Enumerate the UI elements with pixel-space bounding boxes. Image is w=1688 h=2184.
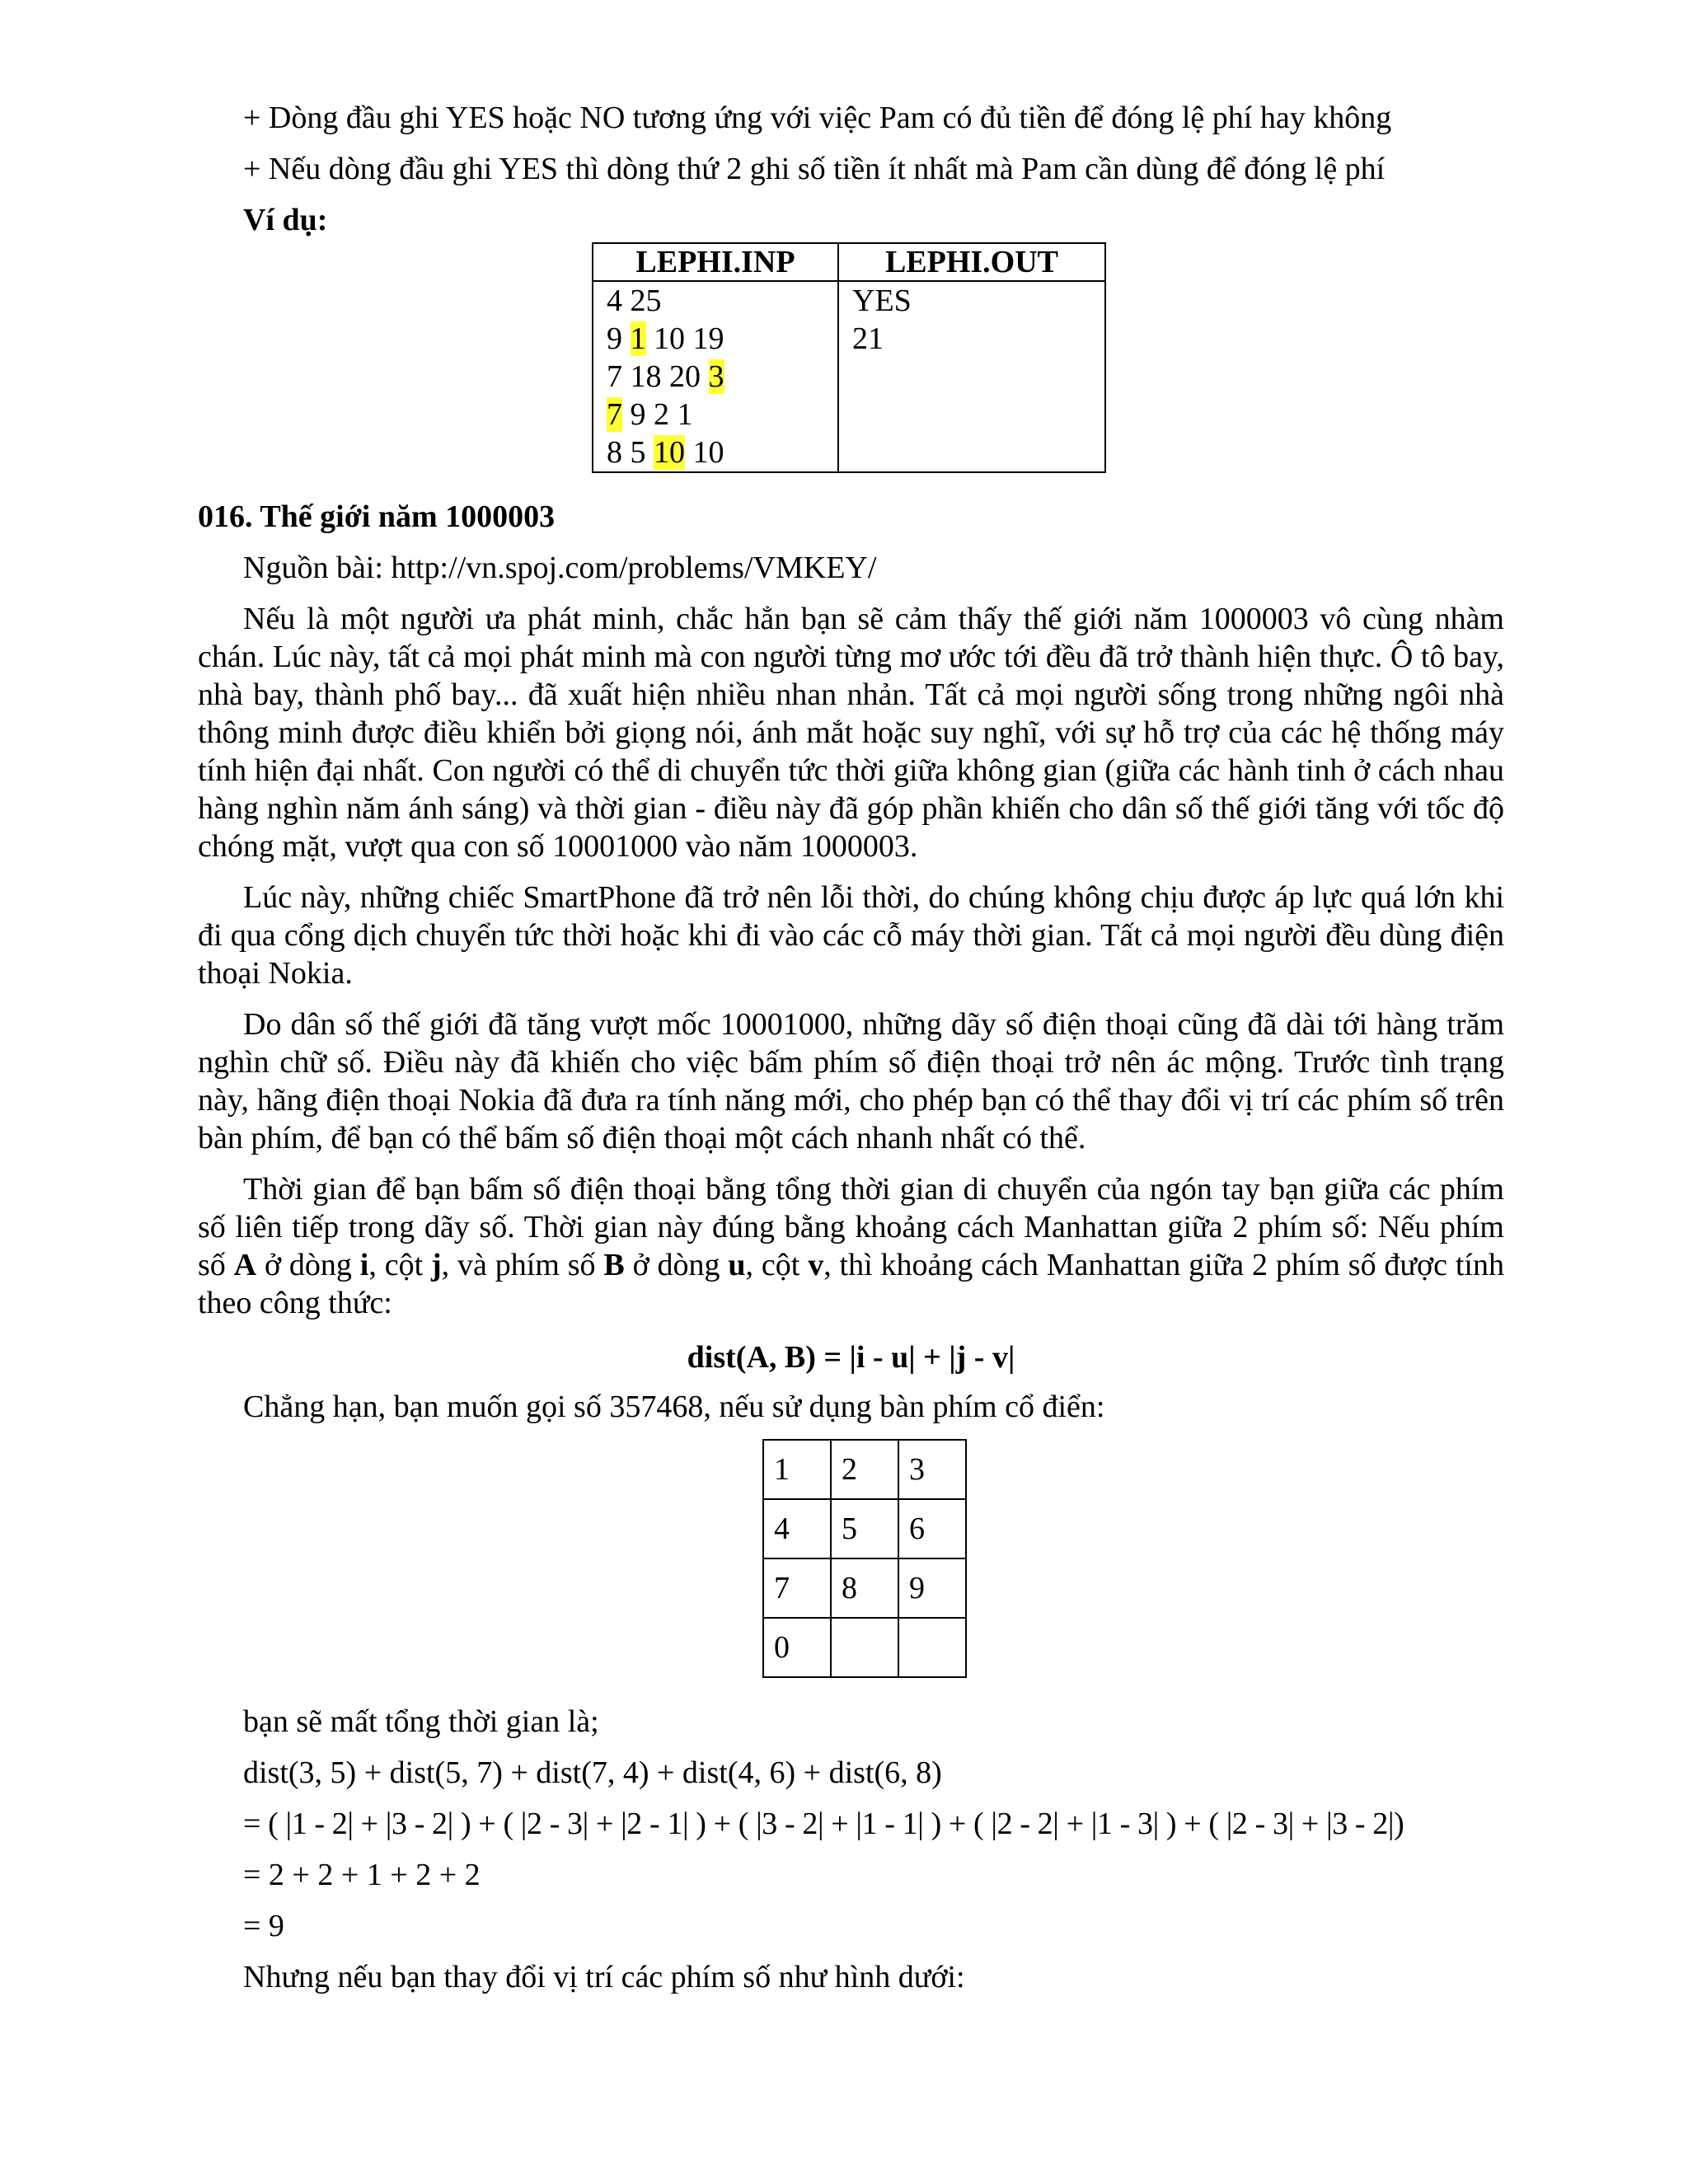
keypad-key: 3: [898, 1440, 966, 1499]
highlighted-value: 10: [654, 435, 685, 470]
highlighted-value: 7: [607, 397, 622, 432]
p4-text: , và phím số: [441, 1248, 604, 1282]
p4-text: , cột: [745, 1248, 809, 1282]
p4-var-i: i: [359, 1248, 369, 1282]
keypad-key: 5: [831, 1499, 898, 1558]
paragraph-3: Do dân số thế giới đã tăng vượt mốc 10001000, những dãy số điện thoại cũng đã dài tới hàng trăm nghìn chữ số. Điều này đã khiến cho việc bấm phím số điện thoại trở nên ác mộng. Trước tình trạng này, hãng điện thoại Nokia đã đưa ra tính năng mới, cho phép bạn có thể thay đổi vị trí các phím số trên bàn phím, để bạn có thể bấm số điện thoại một cách nhanh nhất có thể.: [198, 1007, 1504, 1155]
keypad-key: 4: [763, 1499, 831, 1558]
input-value: 9: [607, 321, 631, 356]
p4-var-v: v: [808, 1248, 824, 1282]
example-output-line: YES: [852, 284, 912, 318]
highlighted-value: 1: [630, 321, 646, 356]
example-input-line: [607, 396, 824, 434]
example-output-cell: [838, 281, 1105, 472]
input-value: 4 25: [607, 284, 662, 318]
input-value: 10: [685, 435, 724, 470]
p4-var-b: B: [603, 1248, 625, 1282]
example-header-input: LEPHI.INP: [593, 243, 838, 281]
calc-line-1: dist(3, 5) + dist(5, 7) + dist(7, 4) + dist(4, 6) + dist(6, 8): [243, 1755, 942, 1790]
input-value: 9 2 1: [622, 397, 693, 432]
keypad-key: 0: [763, 1618, 831, 1677]
p4-var-u: u: [728, 1248, 746, 1282]
calc-line-2: = ( |1 - 2| + |3 - 2| ) + ( |2 - 3| + |2 - 1| ) + ( |3 - 2| + |1 - 1| ) + ( |2 - 2| + |1 - 3| ) + ( |2 - 3| + |3 - 2|): [243, 1807, 1404, 1841]
classic-keypad: [762, 1439, 967, 1678]
intro-line-2: + Nếu dòng đầu ghi YES thì dòng thứ 2 ghi số tiền ít nhất mà Pam cần dùng để đóng lệ phí: [243, 152, 1386, 186]
keypad-key: 9: [898, 1558, 966, 1618]
distance-formula: dist(A, B) = |i - u| + |j - v|: [687, 1340, 1015, 1375]
keypad-key: 6: [898, 1499, 966, 1558]
example-output-line: 21: [852, 321, 884, 356]
keypad-key: 2: [831, 1440, 898, 1499]
example-label: Ví dụ:: [243, 203, 328, 237]
example-input-line: [607, 320, 824, 358]
keypad-key: 1: [763, 1440, 831, 1499]
p4-var-a: A: [233, 1248, 257, 1282]
input-value: 10 19: [645, 321, 724, 356]
p4-var-j: j: [431, 1248, 442, 1282]
example-input-cell: [593, 281, 838, 472]
example-call-line: Chẳng hạn, bạn muốn gọi số 357468, nếu sử dụng bàn phím cổ điển:: [243, 1390, 1105, 1424]
keypad-row: [763, 1558, 966, 1618]
input-value: 7 18 20: [607, 359, 709, 394]
keypad-key: 8: [831, 1558, 898, 1618]
paragraph-1: Nếu là một người ưa phát minh, chắc hẳn bạn sẽ cảm thấy thế giới năm 1000003 vô cùng nhàm chán. Lúc này, tất cả mọi phát minh mà con người từng mơ ước tới đều đã trở thành hiện thực. Ô tô bay, nhà bay, thành phố bay... đã xuất hiện nhiều nhan nhản. Tất cả mọi người sống trong những ngôi nhà thông minh được điều khiển bởi giọng nói, ánh mắt hoặc suy nghĩ, với sự hỗ trợ của các hệ thống máy tính hiện đại nhất. Con người có thể di chuyển tức thời giữa không gian (giữa các hành tinh ở cách nhau hàng nghìn năm ánh sáng) và thời gian - điều này đã góp phần khiến cho dân số thế giới tăng với tốc độ chóng mặt, vượt qua con số 10001000 vào năm 1000003.: [198, 602, 1504, 864]
calc-line-4: = 9: [243, 1909, 284, 1943]
closing-line: Nhưng nếu bạn thay đổi vị trí các phím số như hình dưới:: [243, 1960, 965, 1994]
source-line: Nguồn bài: http://vn.spoj.com/problems/VMKEY/: [243, 551, 877, 585]
example-input-line: [607, 434, 824, 471]
example-input-line: [607, 358, 824, 396]
paragraph-4: [198, 1170, 1504, 1322]
highlighted-value: 3: [708, 359, 724, 394]
keypad-row: [763, 1499, 966, 1558]
keypad-key: 7: [763, 1558, 831, 1618]
p4-text: Thời gian để bạn bấm số điện thoại bằng tổng thời gian di chuyển của ngón tay bạn giữa các phím số liên tiếp trong dãy số. Thời gian này đúng bằng khoảng cách Manhattan giữa 2 phím số: Nếu phím số: [198, 1172, 1504, 1282]
document-page: [198, 99, 1504, 2009]
calc-intro: bạn sẽ mất tổng thời gian là;: [243, 1704, 599, 1739]
p4-text: ở dòng: [256, 1248, 360, 1282]
example-table: [592, 242, 1106, 473]
paragraph-2: Lúc này, những chiếc SmartPhone đã trở nên lỗi thời, do chúng không chịu được áp lực quá lớn khi đi qua cổng dịch chuyển tức thời hoặc khi đi vào các cỗ máy thời gian. Tất cả mọi người đều dùng điện thoại Nokia.: [198, 880, 1504, 991]
example-header-output: LEPHI.OUT: [838, 243, 1105, 281]
keypad-row: [763, 1440, 966, 1499]
p4-text: ở dòng: [624, 1248, 729, 1282]
section-title: 016. Thế giới năm 1000003: [198, 499, 556, 534]
keypad-key-empty: [831, 1618, 898, 1677]
keypad-key-empty: [898, 1618, 966, 1677]
p4-text: , thì khoảng cách Manhattan giữa 2 phím số được tính theo công thức:: [198, 1248, 1504, 1320]
input-value: 8 5: [607, 435, 654, 470]
calc-line-3: = 2 + 2 + 1 + 2 + 2: [243, 1858, 481, 1892]
intro-line-1: + Dòng đầu ghi YES hoặc NO tương ứng với việc Pam có đủ tiền để đóng lệ phí hay không: [243, 101, 1392, 135]
p4-text: , cột: [368, 1248, 431, 1282]
example-input-line: [607, 282, 824, 320]
keypad-row: [763, 1618, 966, 1677]
